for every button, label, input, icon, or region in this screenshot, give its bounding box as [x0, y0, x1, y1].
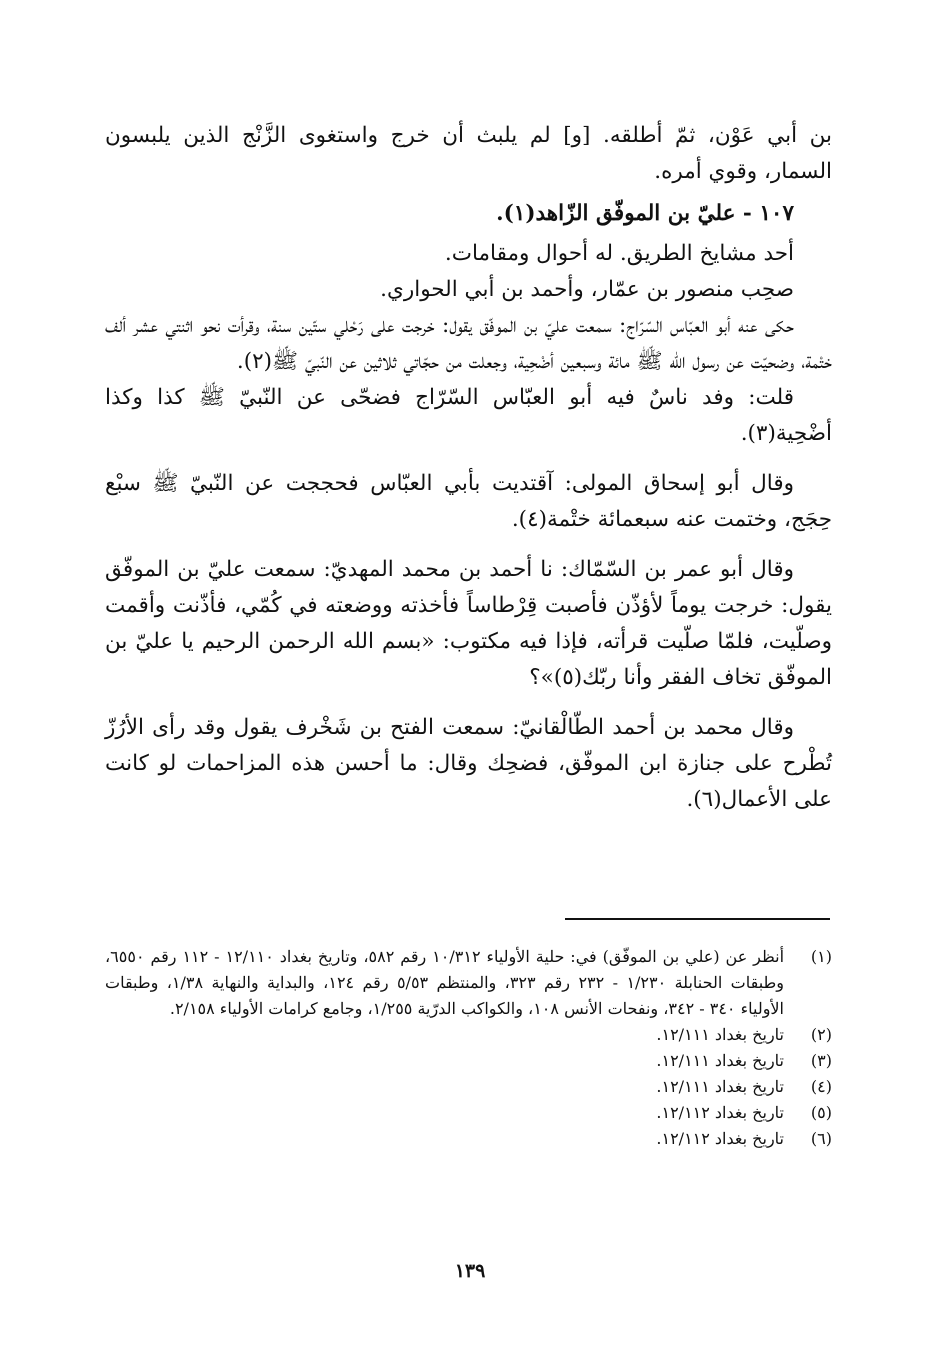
footnote-text: تاريخ بغداد ١٢/١١٢.	[656, 1103, 784, 1122]
paragraph-description: أحد مشايخ الطريق. له أحوال ومقامات.	[444, 241, 794, 266]
paragraph-abu-ishaq: وقال أبو إسحاق المولى: آقتديت بأبي العبّاس فحججت عن النّبيّ ﷺ سبْع حِجَج، وختمت عنه سبعمائة ختْمة(٤).	[105, 471, 832, 532]
footnote-item	[105, 1100, 832, 1126]
paragraph-continuation: بن أبي عَوْن، ثمّ أطلقه. [و] لم يلبث أن خرج واستغوى الزَّنْج الذين يلبسون السمار، وقوي أمره.	[105, 123, 832, 184]
footnote-item	[105, 1074, 832, 1100]
footnote-item	[105, 944, 832, 1022]
footnote-number: (٦)	[810, 1129, 832, 1148]
footnote-separator	[565, 918, 830, 920]
footnote-number: (٢)	[810, 1025, 832, 1044]
entry-heading: ١٠٧ - عليّ بن الموفّق الزّاهد(١).	[496, 201, 794, 226]
footnote-number: (١)	[810, 947, 832, 966]
paragraph-narration-sarraj: حكى عنه أبو العبّاس السّرّاج: سمعت عليّ بن الموفّق يقول: خرجت على رَحْلي ستّين سنة، وقرأت نحو اثنتي عشر ألف ختْمة، وضحيّت عن رسول الله ﷺ مائة وسبعين أضْحِية، وجعلت من حجّاتي ثلاثين عن النّبيّ ﷺ(٢).	[105, 313, 832, 374]
footnote-number: (٥)	[810, 1103, 832, 1122]
footnote-number: (٣)	[810, 1051, 832, 1070]
page-number: ١٣٩	[454, 1260, 486, 1282]
paragraph-talqani: وقال محمد بن أحمد الطّالْقانيّ: سمعت الفتح بن شَخْرف يقول وقد رأى الأرُزّ تُطْرح على جنازة ابن الموفّق، فضحِك وقال: ما أحسن هذه المزاحمات لو كانت على الأعمال(٦).	[105, 715, 832, 812]
footnote-item	[105, 1126, 832, 1152]
footnote-text: تاريخ بغداد ١٢/١١١.	[656, 1077, 784, 1096]
footnote-text: تاريخ بغداد ١٢/١١٢.	[656, 1129, 784, 1148]
paragraph-qultu: قلت: وفد ناسٌ فيه أبو العبّاس السّرّاج فضحّى عن النّبيّ ﷺ كذا وكذا أضْحِية(٣).	[105, 385, 832, 446]
footnotes	[105, 944, 832, 1152]
main-text	[105, 118, 832, 818]
footnote-text: تاريخ بغداد ١٢/١١١.	[656, 1025, 784, 1044]
footnote-item	[105, 1048, 832, 1074]
footnote-item	[105, 1022, 832, 1048]
paragraph-ibn-sammak: وقال أبو عمر بن السّمّاك: نا أحمد بن محمد المهديّ: سمعت عليّ بن الموفّق يقول: خرجت يوماً لأؤذّن فأصبت قِرْطاساً فأخذته ووضعته في كُمّي، فأذّنت وأقمت وصلّيت، فلمّا صلّيت قرأته، فإذا فيه مكتوب: «بسم الله الرحمن الرحيم يا عليّ بن الموفّق تخاف الفقر وأنا ربّك(٥)»؟	[105, 557, 832, 690]
paragraph-companions: صحِب منصور بن عمّار، وأحمد بن أبي الحواري.	[380, 277, 794, 302]
footnote-number: (٤)	[810, 1077, 832, 1096]
footnote-text: أنظر عن (علي بن الموفّق) في: حلية الأولياء ١٠/٣١٢ رقم ٥٨٢، وتاريخ بغداد ١٢/١١٠ - ١١٢ رقم ٦٥٥٠، وطبقات الحنابلة ١/٢٣٠ - ٢٣٢ رقم ٣٢٣، والمنتظم ٥/٥٣ رقم ١٢٤، والبداية والنهاية ١/٣٨، وطبقات الأولياء ٣٤٠ - ٣٤٢، ونفحات الأنس ١٠٨، والكواكب الدرّية ١/٢٥٥، وجامع كرامات الأولياء ٢/١٥٨.	[105, 947, 785, 1018]
footnote-text: تاريخ بغداد ١٢/١١١.	[656, 1051, 784, 1070]
